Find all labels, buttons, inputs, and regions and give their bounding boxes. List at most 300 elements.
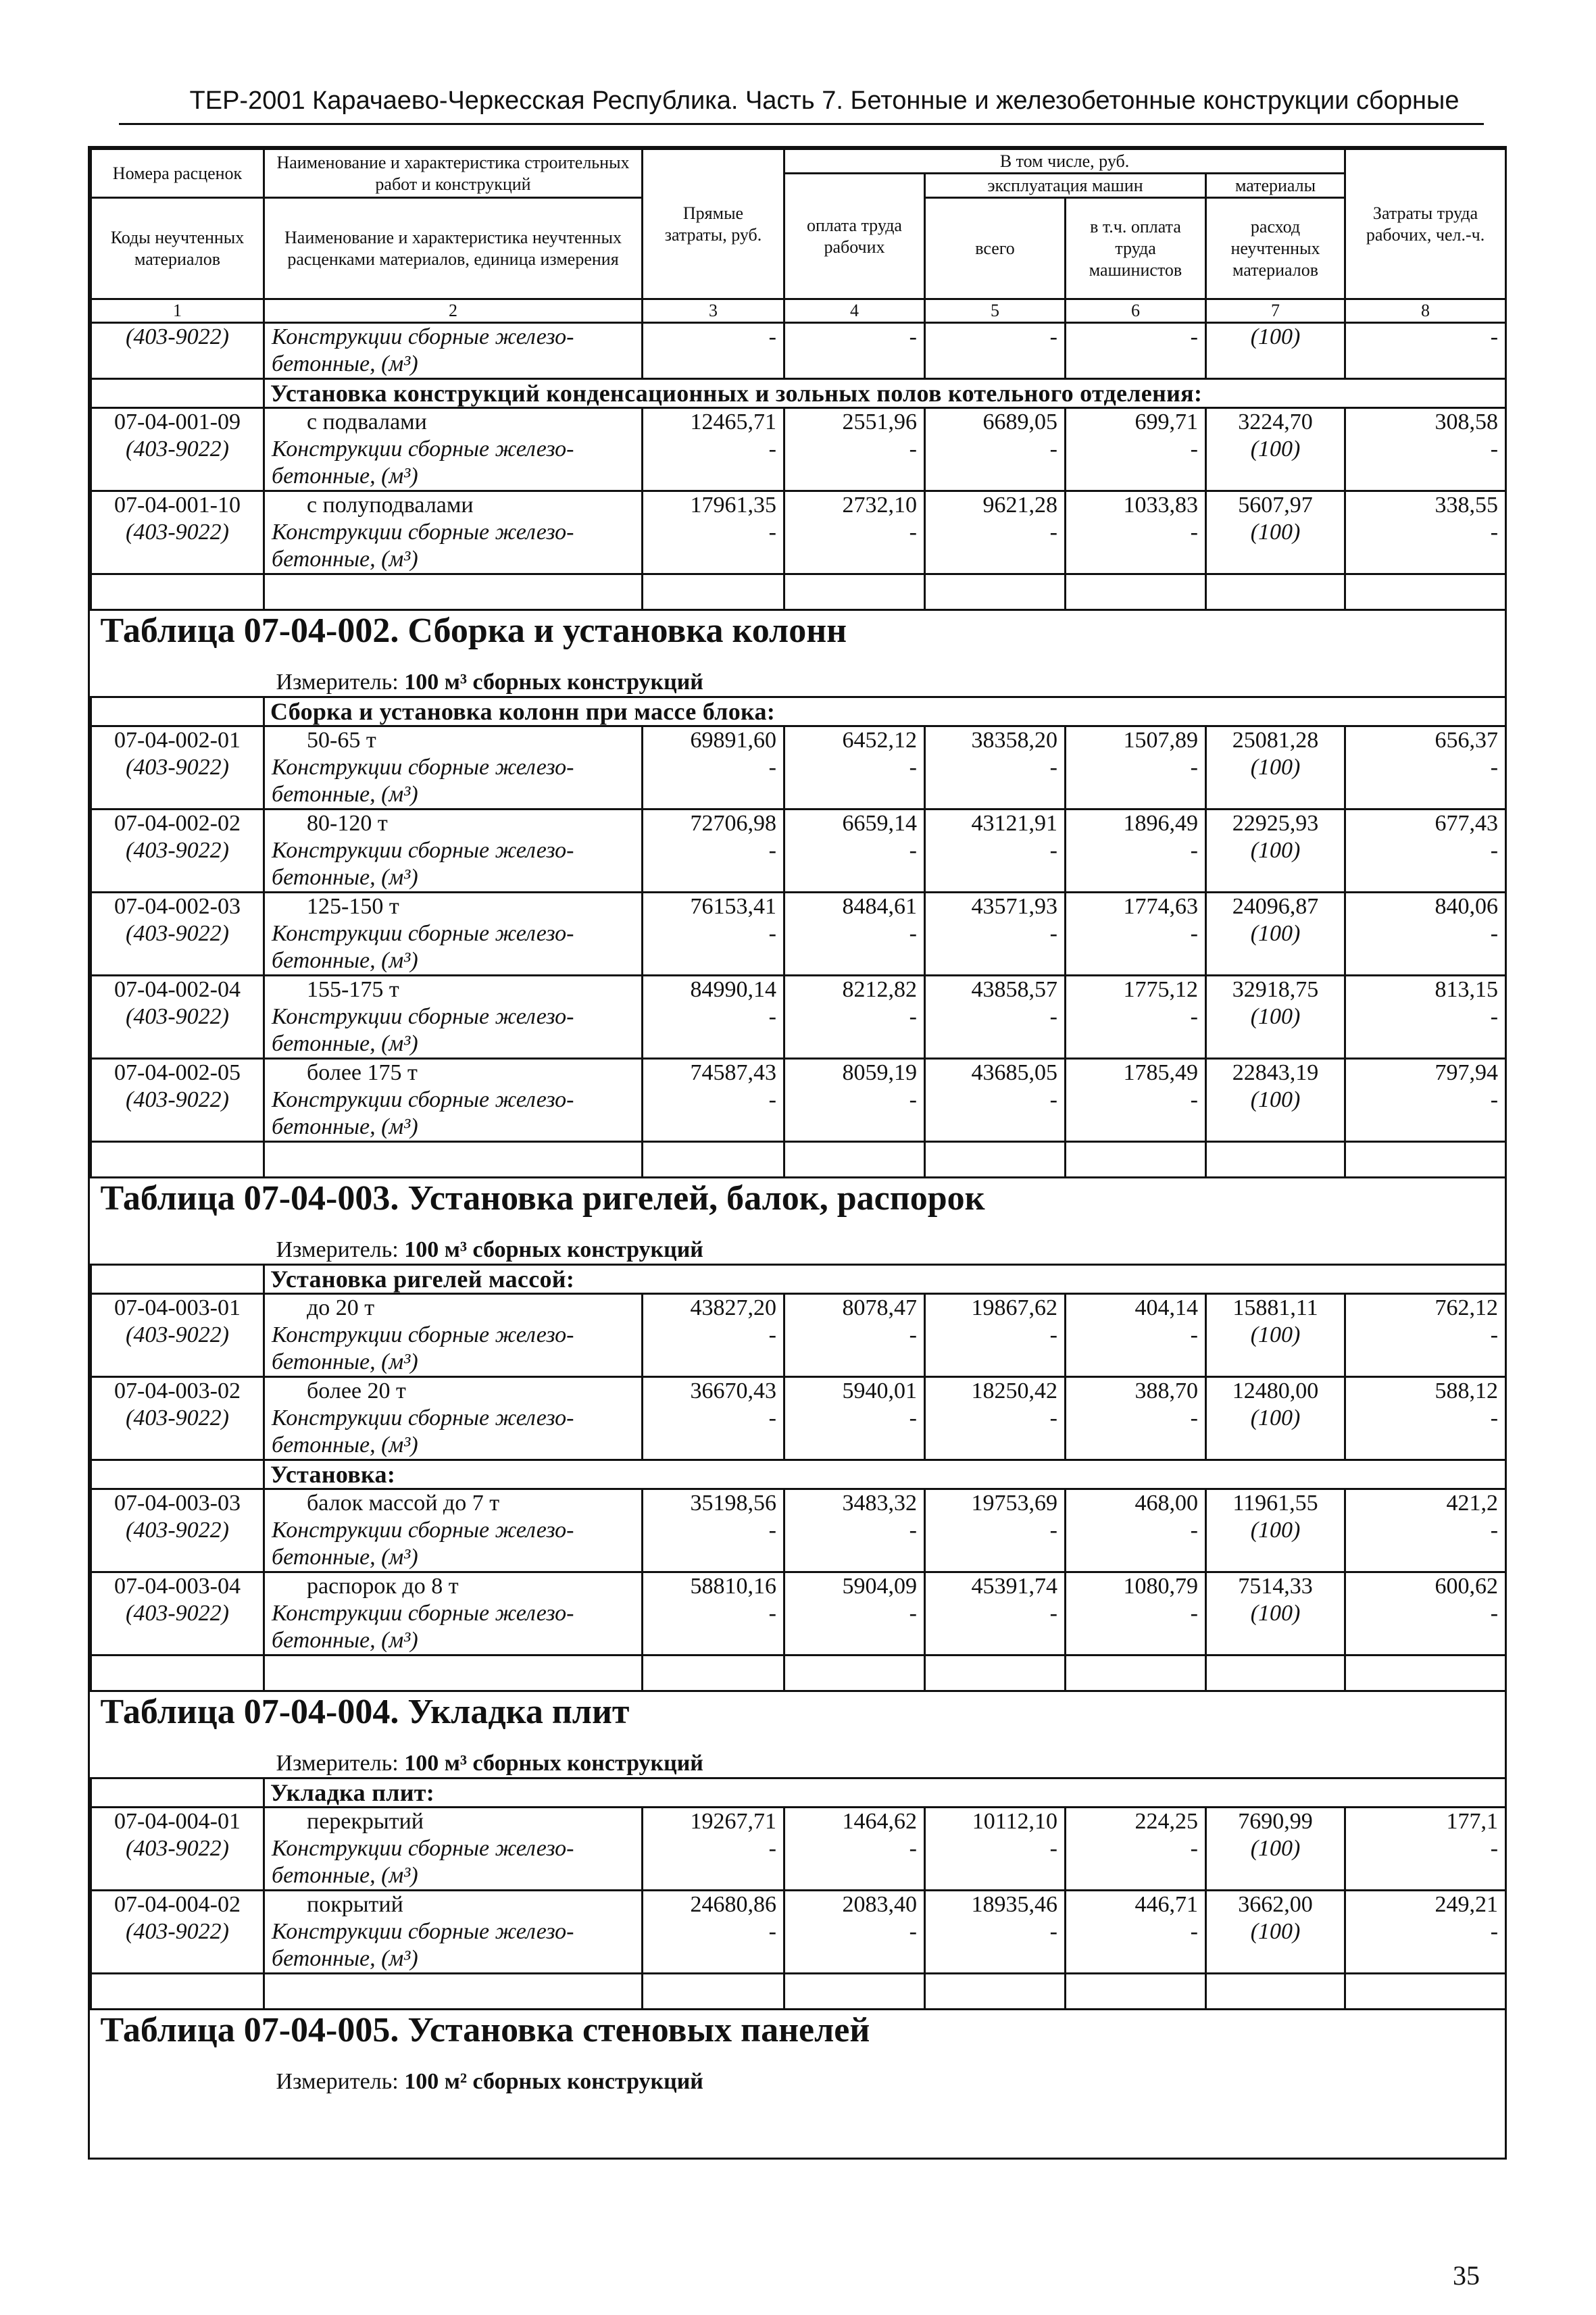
material-amount: (100) [1206, 1322, 1345, 1349]
spacer-cell [1066, 1974, 1206, 2010]
table-heading [91, 1691, 1506, 1778]
empty-cell [1066, 1544, 1206, 1572]
empty-cell [925, 1114, 1066, 1142]
rate-row [91, 1059, 1506, 1087]
cost-c6: 224,25 [1066, 1808, 1206, 1836]
material-unit: бетонные, (м³) [264, 1544, 643, 1572]
col6-header: в т.ч. оплата труда машинистов [1066, 198, 1206, 299]
material-row-continued [91, 463, 1506, 491]
empty-cell [643, 1030, 784, 1059]
rate-code: 07-04-001-09 [91, 408, 264, 437]
rate-name: более 20 т [264, 1377, 643, 1405]
material-name: Конструкции сборные железо- [264, 754, 643, 781]
empty-cost-dash: - [784, 1003, 925, 1030]
material-amount: (100) [1206, 1087, 1345, 1114]
cost-c7: 7690,99 [1206, 1808, 1345, 1836]
empty-cell [1066, 1114, 1206, 1142]
spacer-cell [643, 1142, 784, 1178]
rate-name: распорок до 8 т [264, 1572, 643, 1601]
material-unit: бетонные, (м³) [264, 947, 643, 976]
empty-cost-dash: - [784, 1918, 925, 1945]
material-row [91, 436, 1506, 463]
labor-hours: 656,37 [1345, 726, 1506, 755]
col2-header-top: Наименование и характеристика строительных работ и конструкций [264, 149, 643, 198]
spacer-cell [264, 1142, 643, 1178]
empty-cell [91, 1627, 264, 1656]
material-row-continued [91, 1544, 1506, 1572]
cost-c7: 12480,00 [1206, 1377, 1345, 1405]
measure-line [98, 2068, 1499, 2095]
spacer-cell [1206, 1974, 1345, 2010]
empty-cell [643, 1432, 784, 1460]
table-heading-row [91, 1691, 1506, 1778]
cost-c6: 699,71 [1066, 408, 1206, 437]
cost-c7: 24096,87 [1206, 893, 1345, 921]
empty-cell [1206, 351, 1345, 379]
material-unit: бетонные, (м³) [264, 1862, 643, 1891]
empty-cell [1066, 947, 1206, 976]
empty-cost-dash: - [784, 1322, 925, 1349]
cost-c7: 25081,28 [1206, 726, 1345, 755]
cost-c6: 1785,49 [1066, 1059, 1206, 1087]
cost-c5: 19753,69 [925, 1489, 1066, 1518]
spacer-row [91, 1142, 1506, 1178]
material-row [91, 837, 1506, 864]
spacer-cell [925, 1974, 1066, 2010]
spacer-cell [925, 1142, 1066, 1178]
empty-cost-dash: - [925, 1087, 1066, 1114]
rate-row [91, 810, 1506, 838]
material-amount: (100) [1206, 1918, 1345, 1945]
rate-code: 07-04-002-01 [91, 726, 264, 755]
cost-c5: 43121,91 [925, 810, 1066, 838]
section-row [91, 1265, 1506, 1294]
column-numbers-row [91, 299, 1506, 323]
labor-hours: 600,62 [1345, 1572, 1506, 1601]
rate-name: более 175 т [264, 1059, 643, 1087]
empty-cell [643, 781, 784, 810]
empty-cell [784, 463, 925, 491]
empty-labor-dash: - [1345, 1322, 1506, 1349]
measure-line [98, 1750, 1499, 1777]
material-row [91, 519, 1506, 546]
material-unit: бетонные, (м³) [264, 1030, 643, 1059]
col8-header: Затраты труда рабочих, чел.-ч. [1345, 149, 1506, 299]
material-unit: бетонные, (м³) [264, 1114, 643, 1142]
empty-cost-dash: - [1066, 920, 1206, 947]
material-name: Конструкции сборные железо- [264, 1600, 643, 1627]
cost-c7: 5607,97 [1206, 491, 1345, 520]
cost-c4: 2732,10 [784, 491, 925, 520]
table-title: Таблица 07-04-002. Сборка и установка колонн [100, 612, 847, 650]
empty-labor-dash: - [1345, 436, 1506, 463]
cost-c7: 11961,55 [1206, 1489, 1345, 1518]
col3-header: Прямые затраты, руб. [643, 149, 784, 299]
column-number: 7 [1206, 299, 1345, 323]
section-row [91, 697, 1506, 726]
cost-c7: 3662,00 [1206, 1891, 1345, 1919]
empty-cell [784, 1114, 925, 1142]
rate-name: до 20 т [264, 1294, 643, 1322]
spacer-row [91, 1974, 1506, 2010]
material-code: (403-9022) [91, 1087, 264, 1114]
empty-cell [91, 1544, 264, 1572]
spacer-cell [1206, 1656, 1345, 1691]
empty-cost-dash: - [643, 436, 784, 463]
material-row [91, 323, 1506, 351]
empty-cell [784, 864, 925, 893]
cost-c3: 74587,43 [643, 1059, 784, 1087]
material-unit: бетонные, (м³) [264, 546, 643, 574]
empty-cell [784, 1862, 925, 1891]
empty-cell [91, 864, 264, 893]
labor-hours: 588,12 [1345, 1377, 1506, 1405]
cost-c3: 24680,86 [643, 1891, 784, 1919]
material-name: Конструкции сборные железо- [264, 1087, 643, 1114]
empty-cell [784, 781, 925, 810]
cost-c6: 388,70 [1066, 1377, 1206, 1405]
cost-c6: 446,71 [1066, 1891, 1206, 1919]
empty-cost-dash: - [925, 1517, 1066, 1544]
rate-code: 07-04-004-02 [91, 1891, 264, 1919]
material-unit: бетонные, (м³) [264, 864, 643, 893]
cost-c5: 43685,05 [925, 1059, 1066, 1087]
cost-c4: 6452,12 [784, 726, 925, 755]
empty-cost-dash: - [643, 837, 784, 864]
measure-prefix: Измеритель: [276, 1751, 405, 1776]
cost-c3: 17961,35 [643, 491, 784, 520]
spacer-cell [784, 1142, 925, 1178]
empty-cell [1066, 1030, 1206, 1059]
empty-cell [643, 1114, 784, 1142]
section-spacer [91, 697, 264, 726]
empty-cell [784, 1030, 925, 1059]
empty-cell [1345, 546, 1506, 574]
material-row [91, 1087, 1506, 1114]
column-number: 5 [925, 299, 1066, 323]
spacer-cell [1206, 1142, 1345, 1178]
empty-cost-dash: - [1066, 837, 1206, 864]
spacer-cell [925, 1656, 1066, 1691]
material-row [91, 1517, 1506, 1544]
empty-cost-dash: - [784, 1405, 925, 1432]
empty-cost-dash: - [1066, 1918, 1206, 1945]
empty-cost-dash: - [784, 1835, 925, 1862]
material-name: Конструкции сборные железо- [264, 1918, 643, 1945]
rate-code: 07-04-003-03 [91, 1489, 264, 1518]
empty-cost-dash: - [1066, 1517, 1206, 1544]
spacer-cell [1345, 1656, 1506, 1691]
spacer-cell [1066, 1142, 1206, 1178]
material-code: (403-9022) [91, 920, 264, 947]
material-row-continued [91, 1862, 1506, 1891]
empty-cell [91, 1114, 264, 1142]
empty-cell [643, 546, 784, 574]
empty-cell [1206, 864, 1345, 893]
group-header: В том числе, руб. [784, 149, 1345, 174]
table-title: Таблица 07-04-003. Установка ригелей, балок, распорок [100, 1179, 985, 1218]
cost-c3: 84990,14 [643, 976, 784, 1004]
rate-row [91, 726, 1506, 755]
cost-c4: 2551,96 [784, 408, 925, 437]
empty-cell [1345, 947, 1506, 976]
cost-c5: 19867,62 [925, 1294, 1066, 1322]
column-number: 1 [91, 299, 264, 323]
material-row-continued [91, 947, 1506, 976]
empty-cell [1206, 546, 1345, 574]
labor-hours: 177,1 [1345, 1808, 1506, 1836]
cost-c6: 1080,79 [1066, 1572, 1206, 1601]
empty-cell [925, 1627, 1066, 1656]
empty-cell [1345, 781, 1506, 810]
spacer-cell [784, 1974, 925, 2010]
empty-cell [1206, 1114, 1345, 1142]
rate-name: балок массой до 7 т [264, 1489, 643, 1518]
empty-cost-dash: - [1066, 1600, 1206, 1627]
measure-unit: 100 м³ сборных конструкций [404, 1237, 703, 1262]
empty-labor-dash: - [1345, 920, 1506, 947]
material-amount: (100) [1206, 1003, 1345, 1030]
rate-code: 07-04-002-05 [91, 1059, 264, 1087]
labor-hours: 797,94 [1345, 1059, 1506, 1087]
material-name: Конструкции сборные железо- [264, 1517, 643, 1544]
col1-header-bottom: Коды неучтенных материалов [91, 198, 264, 299]
rate-code: 07-04-001-10 [91, 491, 264, 520]
labor-hours: 308,58 [1345, 408, 1506, 437]
material-row [91, 1003, 1506, 1030]
empty-cell [784, 1349, 925, 1377]
rate-code: 07-04-003-02 [91, 1377, 264, 1405]
material-code: (403-9022) [91, 323, 264, 351]
material-code: (403-9022) [91, 1003, 264, 1030]
material-code: (403-9022) [91, 436, 264, 463]
empty-cell [1066, 1945, 1206, 1974]
empty-cell [91, 1432, 264, 1460]
cost-c5: 10112,10 [925, 1808, 1066, 1836]
empty-cost-dash: - [1066, 323, 1206, 351]
empty-labor-dash: - [1345, 519, 1506, 546]
empty-cost-dash: - [784, 1517, 925, 1544]
spacer-row [91, 574, 1506, 610]
empty-cost-dash: - [784, 837, 925, 864]
material-row-continued [91, 1627, 1506, 1656]
table-title: Таблица 07-04-004. Укладка плит [100, 1693, 630, 1731]
materials-header: материалы [1206, 174, 1345, 198]
empty-cell [784, 1945, 925, 1974]
material-amount: (100) [1206, 323, 1345, 351]
section-row [91, 1460, 1506, 1489]
spacer-cell [643, 1974, 784, 2010]
spacer-cell [1066, 1656, 1206, 1691]
empty-cell [1066, 1349, 1206, 1377]
empty-cell [91, 1862, 264, 1891]
material-code: (403-9022) [91, 1835, 264, 1862]
empty-cost-dash: - [1066, 519, 1206, 546]
empty-cell [1206, 1432, 1345, 1460]
material-name: Конструкции сборные железо- [264, 436, 643, 463]
column-number: 6 [1066, 299, 1206, 323]
table-heading [91, 610, 1506, 697]
rate-row [91, 1489, 1506, 1518]
empty-cell [1206, 1627, 1345, 1656]
rate-row [91, 1891, 1506, 1919]
spacer-cell [91, 1974, 264, 2010]
empty-cell [1345, 1030, 1506, 1059]
material-amount: (100) [1206, 837, 1345, 864]
empty-cost-dash: - [643, 1835, 784, 1862]
empty-cell [1345, 1862, 1506, 1891]
empty-cost-dash: - [784, 519, 925, 546]
section-title: Установка конструкций конденсационных и зольных полов котельного отделения: [264, 379, 1506, 408]
rate-row [91, 1377, 1506, 1405]
material-name: Конструкции сборные железо- [264, 837, 643, 864]
material-code: (403-9022) [91, 1322, 264, 1349]
empty-cell [91, 1349, 264, 1377]
spacer-cell [925, 574, 1066, 610]
empty-cell [1206, 1862, 1345, 1891]
empty-cell [1206, 1544, 1345, 1572]
material-row [91, 1405, 1506, 1432]
table-title: Таблица 07-04-005. Установка стеновых панелей [100, 2011, 870, 2049]
empty-cell [1066, 463, 1206, 491]
material-code: (403-9022) [91, 837, 264, 864]
column-number: 3 [643, 299, 784, 323]
spacer-cell [1345, 1142, 1506, 1178]
rates-sheet [88, 146, 1507, 2160]
rate-code: 07-04-003-04 [91, 1572, 264, 1601]
rate-name: с полуподвалами [264, 491, 643, 520]
empty-labor-dash: - [1345, 1003, 1506, 1030]
material-unit: бетонные, (м³) [264, 1432, 643, 1460]
rate-name: 50-65 т [264, 726, 643, 755]
measure-line [98, 669, 1499, 696]
empty-labor-dash: - [1345, 1918, 1506, 1945]
cost-c3: 35198,56 [643, 1489, 784, 1518]
cost-c6: 404,14 [1066, 1294, 1206, 1322]
empty-cell [784, 1544, 925, 1572]
col1-header-top: Номера расценок [91, 149, 264, 198]
material-unit: бетонные, (м³) [264, 351, 643, 379]
material-row [91, 754, 1506, 781]
material-row-continued [91, 1432, 1506, 1460]
spacer-cell [784, 1656, 925, 1691]
col7-header: расход неучтенных материалов [1206, 198, 1345, 299]
empty-cost-dash: - [925, 1322, 1066, 1349]
material-row-continued [91, 781, 1506, 810]
material-unit: бетонные, (м³) [264, 1945, 643, 1974]
empty-cell [91, 781, 264, 810]
empty-cost-dash: - [784, 436, 925, 463]
material-name: Конструкции сборные железо- [264, 1835, 643, 1862]
material-amount: (100) [1206, 920, 1345, 947]
cost-c6: 1033,83 [1066, 491, 1206, 520]
column-number: 2 [264, 299, 643, 323]
empty-cell [1206, 781, 1345, 810]
empty-cell [91, 1030, 264, 1059]
measure-prefix: Измеритель: [276, 670, 405, 695]
empty-cell [643, 1349, 784, 1377]
empty-cost-dash: - [643, 1600, 784, 1627]
empty-cell [91, 463, 264, 491]
measure-unit: 100 м³ сборных конструкций [404, 670, 703, 695]
empty-cell [1345, 463, 1506, 491]
cost-c3: 43827,20 [643, 1294, 784, 1322]
cost-c3: 72706,98 [643, 810, 784, 838]
material-code: (403-9022) [91, 1918, 264, 1945]
material-code: (403-9022) [91, 1405, 264, 1432]
empty-cell [1066, 1432, 1206, 1460]
empty-cost-dash: - [925, 1835, 1066, 1862]
empty-cost-dash: - [643, 1405, 784, 1432]
empty-cost-dash: - [925, 754, 1066, 781]
material-unit: бетонные, (м³) [264, 781, 643, 810]
empty-cell [91, 546, 264, 574]
material-amount: (100) [1206, 1405, 1345, 1432]
empty-cell [1066, 351, 1206, 379]
rate-row [91, 491, 1506, 520]
table-heading-row [91, 2010, 1506, 2096]
rate-code: 07-04-002-03 [91, 893, 264, 921]
cost-c6: 1775,12 [1066, 976, 1206, 1004]
cost-c3: 36670,43 [643, 1377, 784, 1405]
empty-cell [925, 781, 1066, 810]
empty-cost-dash: - [925, 1600, 1066, 1627]
empty-cell [1345, 1349, 1506, 1377]
rate-name: с подвалами [264, 408, 643, 437]
empty-cell [1066, 864, 1206, 893]
empty-cell [784, 351, 925, 379]
empty-cost-dash: - [925, 1003, 1066, 1030]
empty-cell [1066, 781, 1206, 810]
spacer-cell [91, 1656, 264, 1691]
empty-cell [1206, 947, 1345, 976]
material-name: Конструкции сборные железо- [264, 1322, 643, 1349]
empty-labor-dash: - [1345, 323, 1506, 351]
empty-cost-dash: - [1066, 1087, 1206, 1114]
empty-cell [1206, 1945, 1345, 1974]
cost-c5: 43571,93 [925, 893, 1066, 921]
empty-cell [1066, 546, 1206, 574]
cost-c3: 58810,16 [643, 1572, 784, 1601]
empty-labor-dash: - [1345, 837, 1506, 864]
empty-cell [925, 1862, 1066, 1891]
empty-cell [925, 1544, 1066, 1572]
material-row [91, 1600, 1506, 1627]
cost-c7: 7514,33 [1206, 1572, 1345, 1601]
machines-header: эксплуатация машин [925, 174, 1206, 198]
material-code: (403-9022) [91, 754, 264, 781]
cost-c6: 1774,63 [1066, 893, 1206, 921]
empty-cost-dash: - [643, 920, 784, 947]
labor-hours: 249,21 [1345, 1891, 1506, 1919]
labor-hours: 677,43 [1345, 810, 1506, 838]
cost-c4: 6659,14 [784, 810, 925, 838]
cost-c4: 5940,01 [784, 1377, 925, 1405]
rate-code: 07-04-002-02 [91, 810, 264, 838]
empty-cell [925, 1945, 1066, 1974]
col5-header: всего [925, 198, 1066, 299]
empty-cost-dash: - [784, 920, 925, 947]
cost-c4: 8212,82 [784, 976, 925, 1004]
material-row-continued [91, 864, 1506, 893]
material-row [91, 1322, 1506, 1349]
empty-cost-dash: - [1066, 1835, 1206, 1862]
spacer-cell [264, 1974, 643, 2010]
rate-name: 155-175 т [264, 976, 643, 1004]
material-amount: (100) [1206, 436, 1345, 463]
spacer-cell [264, 574, 643, 610]
cost-c4: 3483,32 [784, 1489, 925, 1518]
